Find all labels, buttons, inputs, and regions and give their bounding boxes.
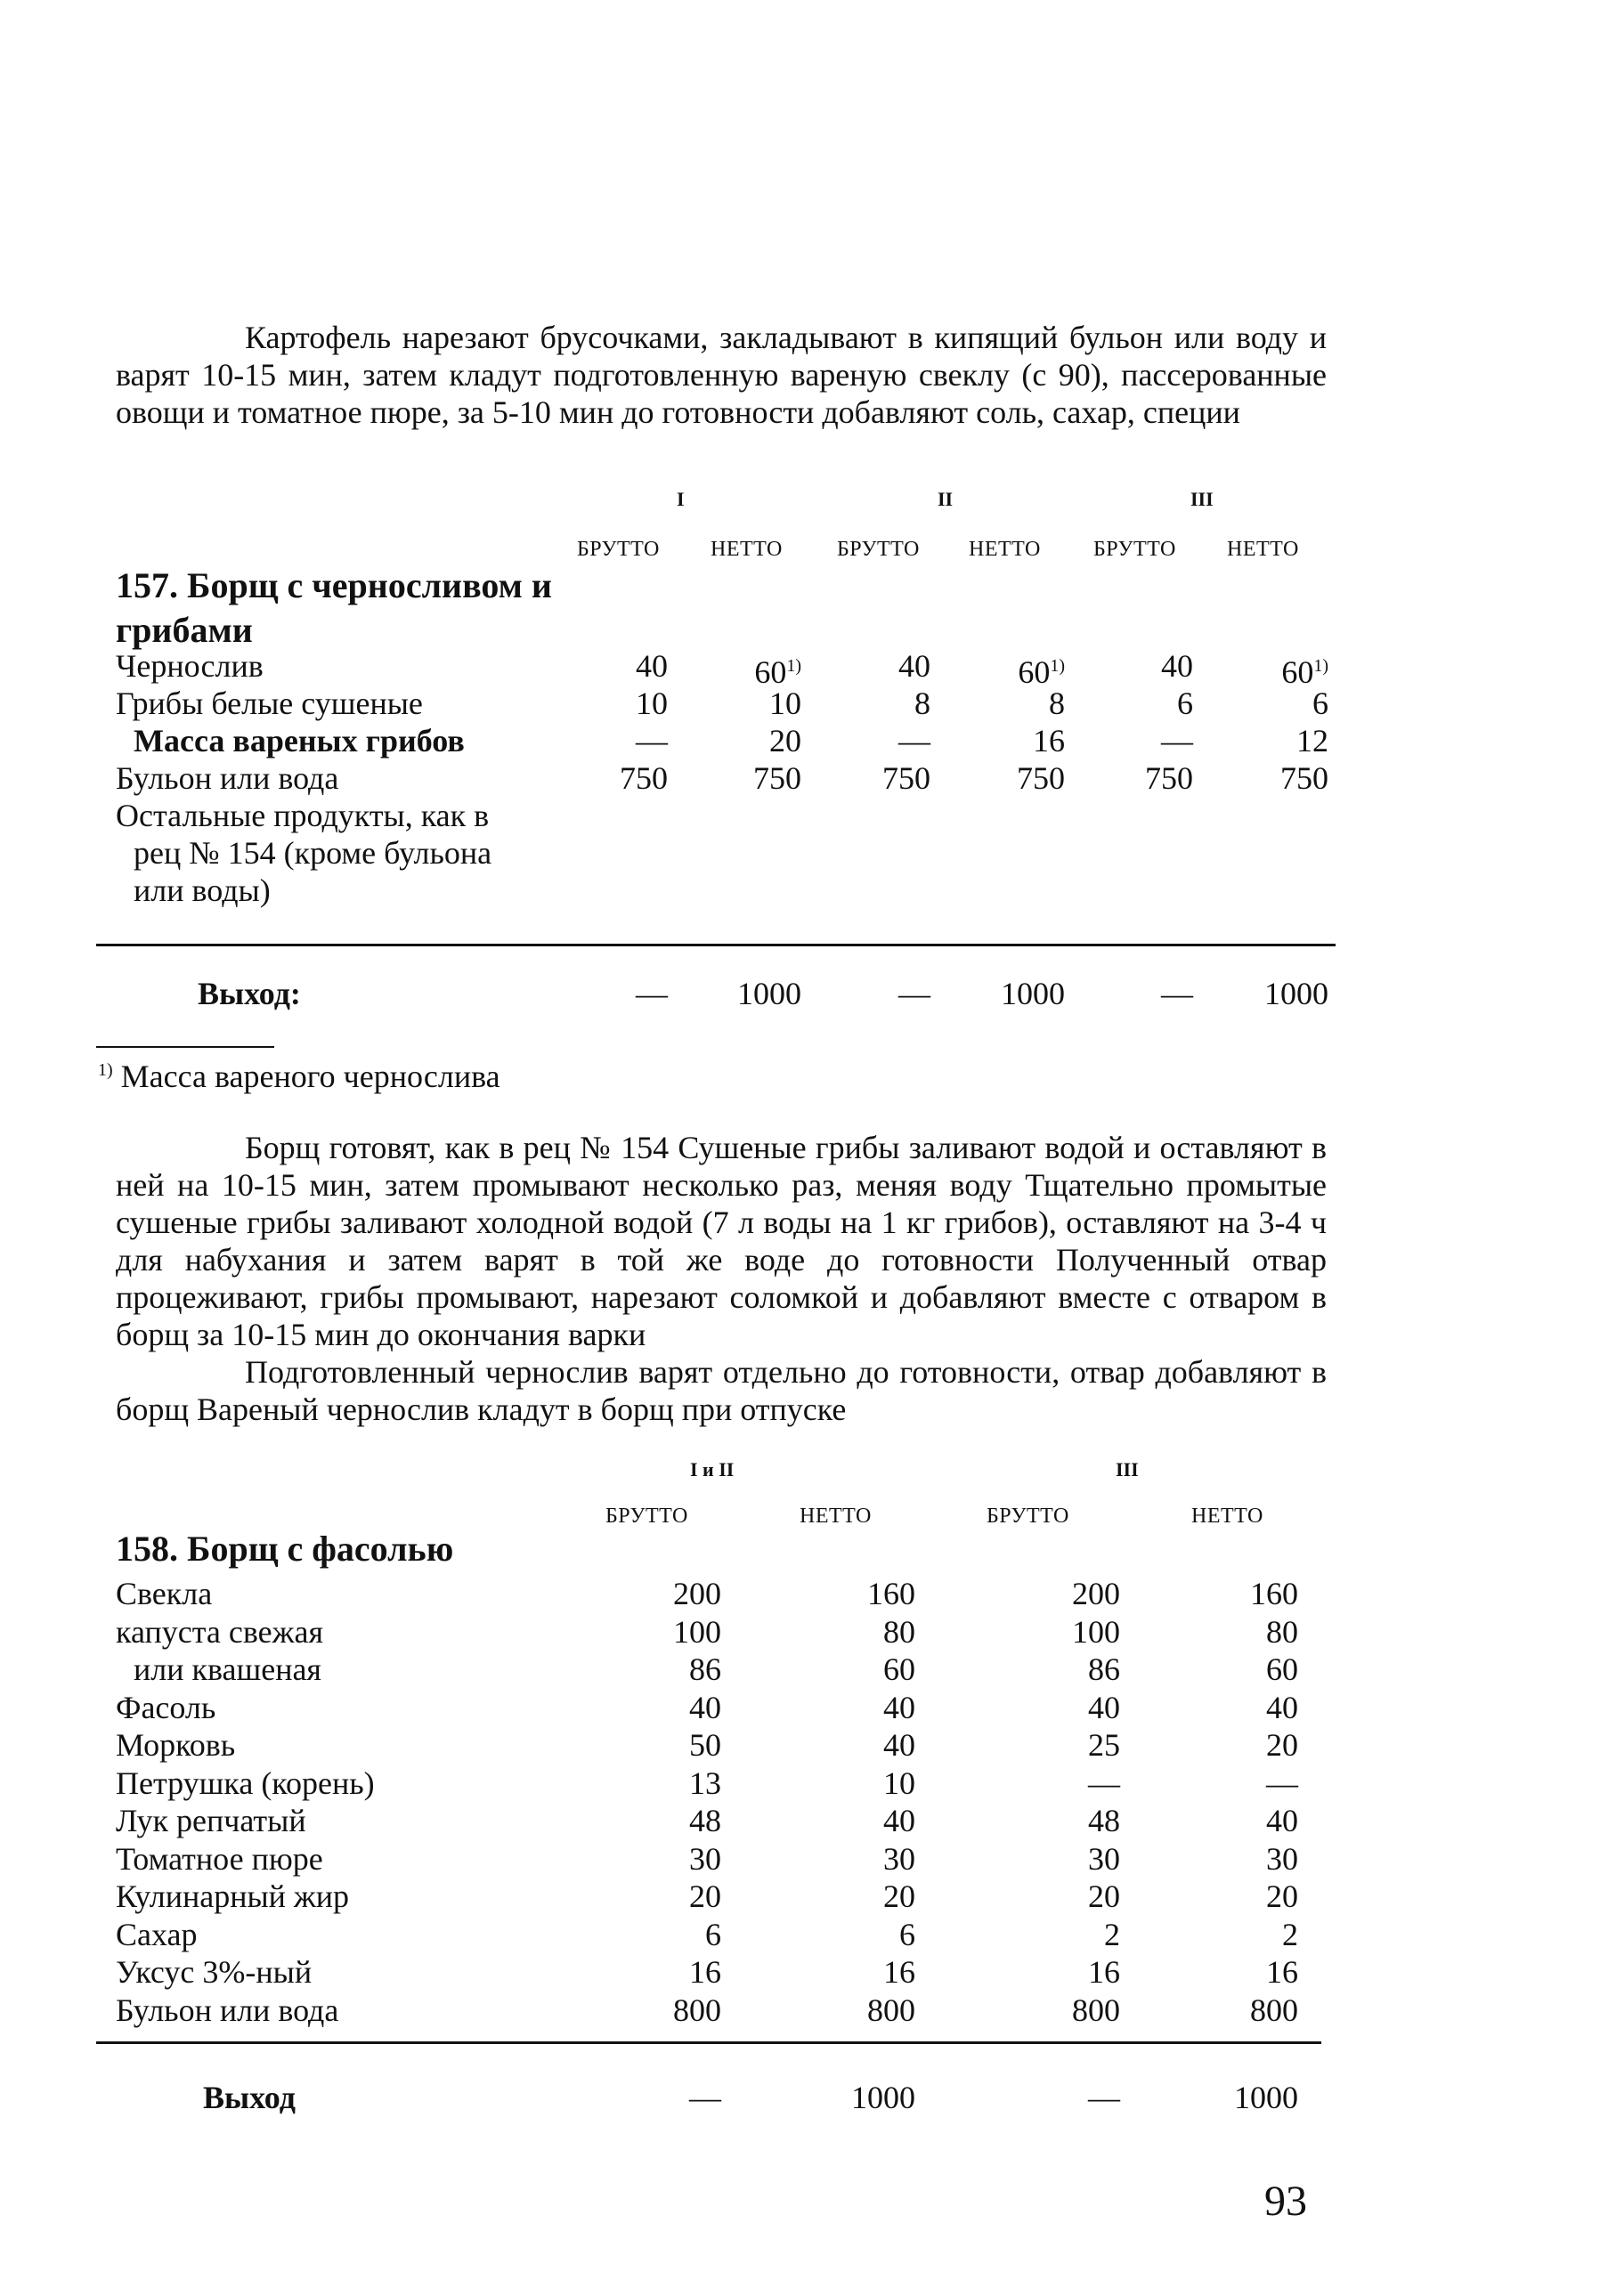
cell: 10	[769, 686, 801, 721]
cell: 30	[689, 1841, 721, 1877]
row-label: Бульон или вода	[116, 1992, 339, 2028]
cell: 20	[769, 723, 801, 759]
cell: 40	[636, 648, 668, 684]
cell: —	[1266, 1765, 1298, 1801]
row-label: Петрушка (корень)	[116, 1765, 375, 1801]
cell: 86	[689, 1651, 721, 1687]
cell: 16	[883, 1954, 915, 1990]
cell: 60$^{1)}$	[1281, 654, 1328, 690]
table-divider	[96, 2041, 1321, 2044]
cell: 16	[689, 1954, 721, 1990]
cell: 800	[1250, 1992, 1298, 2028]
cell: 160	[867, 1576, 915, 1611]
cell: 60	[883, 1651, 915, 1687]
cell: 800	[673, 1992, 721, 2028]
other-products-line3: или воды)	[134, 872, 271, 908]
cell: 20	[1266, 1878, 1298, 1914]
cell: 750	[620, 760, 668, 796]
cell: 750	[1145, 760, 1193, 796]
cell: —	[1161, 723, 1193, 759]
cell: 750	[753, 760, 801, 796]
row-label-boiled-mushrooms: Масса вареных грибов	[134, 723, 465, 759]
cell: 6	[705, 1917, 721, 1952]
subheader-netto-1: НЕТТО	[711, 538, 783, 561]
cell: 20	[1266, 1727, 1298, 1763]
footnote-rule	[96, 1046, 274, 1048]
cell: 6	[1312, 686, 1328, 721]
cell: 20	[1088, 1878, 1120, 1914]
cell: 20	[689, 1878, 721, 1914]
cell: 25	[1088, 1727, 1120, 1763]
cell: 200	[673, 1576, 721, 1611]
cell: 48	[1088, 1803, 1120, 1838]
cell: 30	[883, 1841, 915, 1877]
cell: 40	[898, 648, 930, 684]
subheader-netto-2: НЕТТО	[1191, 1505, 1263, 1528]
subheader-brutto-1: БРУТТО	[605, 1505, 688, 1528]
subheader-brutto-3: БРУТТО	[1093, 538, 1176, 561]
other-products-line2: рец № 154 (кроме бульона	[134, 835, 492, 871]
cell: 16	[1033, 723, 1065, 759]
row-label-prunes: Чернослив	[116, 648, 264, 684]
cell: —	[898, 723, 930, 759]
cell: 13	[689, 1765, 721, 1801]
cell: 1000	[1234, 2080, 1298, 2115]
cell: 40	[1088, 1690, 1120, 1725]
row-label-broth: Бульон или вода	[116, 760, 339, 796]
subheader-netto-1: НЕТТО	[800, 1505, 872, 1528]
recipe-157-title: 157. Борщ с черносливом и грибами	[116, 565, 552, 650]
cell: 800	[867, 1992, 915, 2028]
footnote: $^{1)}$ Масса вареного чернослива	[98, 1059, 500, 1094]
cell: —	[1161, 976, 1193, 1011]
row-label: Уксус 3%-ный	[116, 1954, 313, 1990]
cell: 1000	[1264, 976, 1328, 1011]
method-paragraph-1: Борщ готовят, как в рец № 154 Сушеные грибы заливают водой и оставляют в ней на 10-15 мин, затем промывают несколько раз, меняя воду Тщательно промытые сушеные грибы заливают холодной водой (7 л воды на 1 кг грибов), оставляют на 3-4 ч для набухания и затем варят в той же воде до готовности Полученный отвар процеживают, грибы промывают, нарезают соломкой и добавляют вместе с отваром в борщ за 10-15 мин до окончания варки	[116, 1130, 1327, 1352]
cell: —	[898, 976, 930, 1011]
cell: —	[1088, 2080, 1120, 2115]
subheader-brutto-2: БРУТТО	[987, 1505, 1069, 1528]
row-label: Свекла	[116, 1576, 213, 1611]
cell: 750	[882, 760, 930, 796]
cell: 80	[1266, 1614, 1298, 1650]
row-label: Кулинарный жир	[116, 1878, 350, 1914]
table-divider	[96, 944, 1336, 946]
cell: 40	[883, 1727, 915, 1763]
subheader-brutto-1: БРУТТО	[577, 538, 660, 561]
cell: 40	[1161, 648, 1193, 684]
cell: 100	[1072, 1614, 1120, 1650]
cell: 30	[1088, 1841, 1120, 1877]
subheader-netto-2: НЕТТО	[969, 538, 1041, 561]
cell: 16	[1266, 1954, 1298, 1990]
row-label: Лук репчатый	[116, 1803, 306, 1838]
subheader-brutto-2: БРУТТО	[837, 538, 920, 561]
cell: 6	[899, 1917, 915, 1952]
cell: 40	[883, 1690, 915, 1725]
row-label: Сахар	[116, 1917, 198, 1952]
row-label: Томатное пюре	[116, 1841, 323, 1877]
cell: 1000	[737, 976, 801, 1011]
cell: 40	[689, 1690, 721, 1725]
cell: 50	[689, 1727, 721, 1763]
cell: —	[636, 723, 668, 759]
col-header-3: III	[1116, 1458, 1139, 1481]
cell: 80	[883, 1614, 915, 1650]
other-products-line1: Остальные продукты, как в	[116, 798, 490, 833]
row-label: капуста свежая	[116, 1614, 323, 1650]
yield-label-158: Выход	[203, 2080, 296, 2115]
subheader-netto-3: НЕТТО	[1227, 538, 1299, 561]
row-label: Фасоль	[116, 1690, 216, 1725]
method-paragraph-2: Подготовленный чернослив варят отдельно до готовности, отвар добавляют в борщ Вареный чернослив кладут в борщ при отпуске	[116, 1354, 1327, 1427]
cell: 40	[1266, 1690, 1298, 1725]
cell: —	[1088, 1765, 1120, 1801]
row-label: Морковь	[116, 1727, 236, 1763]
cell: 750	[1280, 760, 1328, 796]
cell: 12	[1296, 723, 1328, 759]
cell: 10	[883, 1765, 915, 1801]
cell: 86	[1088, 1651, 1120, 1687]
col-header-3: III	[1190, 488, 1214, 510]
cell: 8	[1049, 686, 1065, 721]
cell: 60$^{1)}$	[1018, 654, 1065, 690]
cell: 6	[1177, 686, 1193, 721]
cell: 60	[1266, 1651, 1298, 1687]
row-label: или квашеная	[134, 1651, 321, 1687]
cell: 20	[883, 1878, 915, 1914]
cell: 100	[673, 1614, 721, 1650]
cell: 2	[1104, 1917, 1120, 1952]
cell: 750	[1017, 760, 1065, 796]
col-header-1: I	[677, 488, 685, 510]
intro-paragraph: Картофель нарезают брусочками, закладывают в кипящий бульон или воду и варят 10-15 мин, затем кладут подготовленную вареную свеклу (с 90), пассерованные овощи и томатное пюре, за 5-10 мин до готовности добавляют соль, сахар, специи	[116, 320, 1327, 430]
cell: 8	[914, 686, 930, 721]
page-number: 93	[1264, 2178, 1307, 2225]
cell: 10	[636, 686, 668, 721]
cell: 40	[1266, 1803, 1298, 1838]
row-label-dried-mushrooms: Грибы белые сушеные	[116, 686, 423, 721]
col-header-1-2: I и II	[690, 1458, 735, 1481]
cell: 48	[689, 1803, 721, 1838]
cell: 1000	[851, 2080, 915, 2115]
cell: 1000	[1001, 976, 1065, 1011]
cell: —	[689, 2080, 721, 2115]
cell: 160	[1250, 1576, 1298, 1611]
cell: 60$^{1)}$	[754, 654, 801, 690]
col-header-2: II	[938, 488, 954, 510]
cell: 200	[1072, 1576, 1120, 1611]
cell: 16	[1088, 1954, 1120, 1990]
cell: 40	[883, 1803, 915, 1838]
cell: 30	[1266, 1841, 1298, 1877]
cell: 800	[1072, 1992, 1120, 2028]
cell: 2	[1282, 1917, 1298, 1952]
yield-label-157: Выход:	[198, 976, 301, 1011]
cell: —	[636, 976, 668, 1011]
recipe-158-title: 158. Борщ с фасолью	[116, 1529, 454, 1569]
